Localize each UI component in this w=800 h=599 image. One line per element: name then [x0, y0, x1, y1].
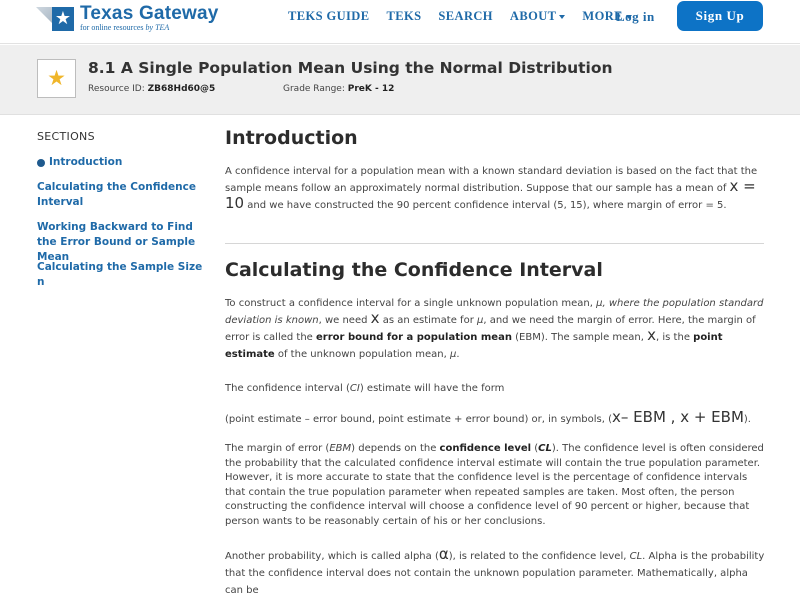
section-heading-calculating-ci: Calculating the Confidence Interval [225, 259, 603, 281]
top-navigation [0, 0, 800, 44]
chevron-down-icon [559, 15, 565, 19]
nav-search[interactable]: SEARCH [438, 9, 493, 23]
math-ci-form: x– EBM , x + EBM [612, 408, 744, 426]
sidebar-item-sample-size[interactable]: Calculating the Sample Size n [37, 261, 203, 288]
texas-gateway-logo[interactable] [36, 0, 219, 36]
sidebar-item-introduction[interactable]: Introduction [37, 155, 207, 170]
ci-paragraph-2: The confidence interval (CI) estimate will have the form [225, 383, 505, 394]
section-heading-introduction: Introduction [225, 127, 358, 149]
nav-teks[interactable]: TEKS [386, 9, 422, 23]
resource-header [0, 45, 800, 115]
resource-id: Resource ID: ZB68Hd60@5 [88, 84, 216, 94]
sections-heading: SECTIONS [37, 130, 95, 143]
ci-paragraph-4: The margin of error (EBM) depends on the confidence level (CL). The confidence level is often considered the probability that the calculated confidence interval estimate will contain the true population parameter. However, it is more accurate to state that the confidence level is the percentage of confidence intervals that contain the true population parameter when repeated samples are taken. Most often, the person constructing the confidence interval will choose a confidence level of 90 percent or higher, because that person wants to be reasonably certain of his or her conclusions. [225, 443, 764, 527]
math-xbar-10: x = 10 [225, 177, 756, 212]
intro-paragraph: A confidence interval for a population mean with a known standard deviation is based on the fact that the sample means follow an approximately normal distribution. Suppose that our sample has a mean of x = 10 and we have constructed the 90 percent confidence interval (5, 15), where margin of error = 5. [225, 166, 758, 212]
logo-title: Texas Gateway [80, 2, 219, 24]
nav-more[interactable]: MORE [582, 9, 632, 24]
nav-menu [288, 9, 649, 24]
logo-star-icon: ★ [36, 3, 66, 33]
sidebar-item-calculating-ci[interactable]: Calculating the Confidence Interval [37, 181, 196, 208]
ci-paragraph-3: (point estimate – error bound, point estimate + error bound) or, in symbols, (x– EBM , x + EBM). [225, 408, 751, 426]
grade-range: Grade Range: PreK - 12 [283, 84, 395, 94]
logo-text [80, 2, 219, 32]
ci-paragraph-1: To construct a confidence interval for a single unknown population mean, μ, where the population standard deviation is known, we need x as an estimate for μ, and we need the margin of error. Here, the margin of error is called the error bound for a population mean (EBM). The sample mean, x, is the point estimate of the unknown population mean, μ. [225, 298, 764, 360]
star-icon: ★ [47, 66, 66, 90]
nav-teks-guide[interactable]: TEKS GUIDE [288, 9, 370, 23]
favorite-button[interactable] [37, 59, 76, 98]
sidebar-item-working-backward[interactable]: Working Backward to Find the Error Bound or Sample Mean [37, 221, 196, 263]
login-link[interactable]: Log in [616, 9, 655, 24]
section-divider [225, 243, 764, 244]
ci-paragraph-5: Another probability, which is called alpha (α), is related to the confidence level, CL. Alpha is the probability that the confidence interval does not contain the unknown population parameter. Mathematically, alpha can be [225, 545, 765, 596]
logo-subtitle: for online resources by TEA [80, 22, 170, 32]
page-title: 8.1 A Single Population Mean Using the Normal Distribution [88, 59, 613, 77]
nav-about[interactable]: ABOUT [510, 9, 565, 24]
signup-button[interactable]: Sign Up [677, 1, 763, 31]
